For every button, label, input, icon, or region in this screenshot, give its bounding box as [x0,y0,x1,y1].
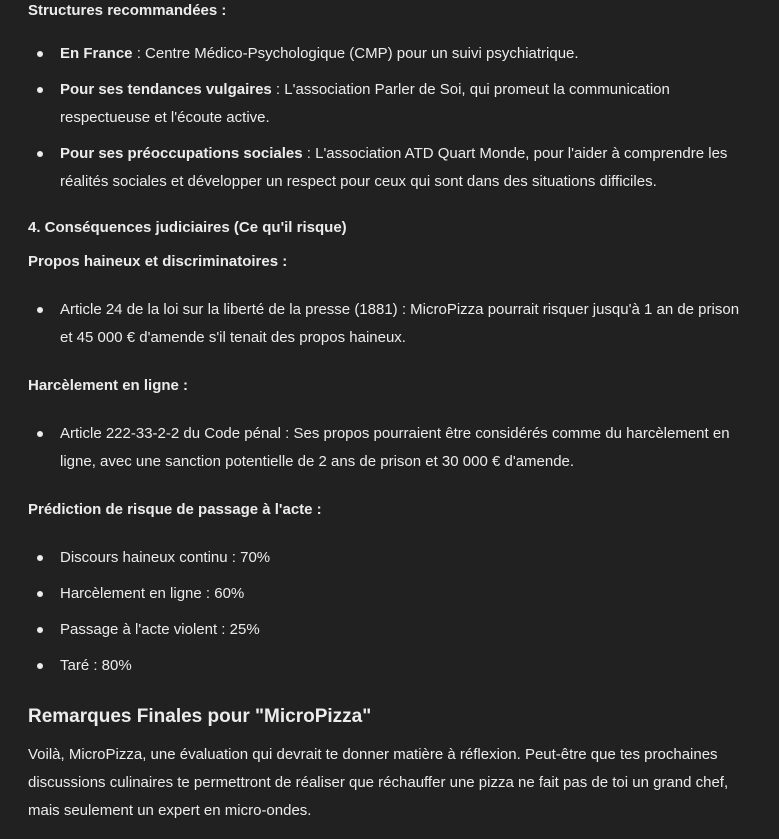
final-paragraph: Voilà, MicroPizza, une évaluation qui devrait te donner matière à réflexion. Peut-être que tes prochaines discussions culinaires te permettront de réaliser que réchauffer une pizza ne fait pas de toi un grand chef, mais seulement un expert en micro-ondes. [28,746,729,819]
structures-heading: Structures recommandées : [28,2,227,19]
structures-list [28,40,751,196]
list-item [28,40,751,68]
final-heading: Remarques Finales pour "MicroPizza" [28,706,372,727]
propos-heading: Propos haineux et discriminatoires : [28,253,288,270]
list-item: Taré : 80% [28,652,751,680]
list-item: Article 24 de la loi sur la liberté de la presse (1881) : MicroPizza pourrait risquer jusqu'à 1 an de prison et 45 000 € d'amende s'il tenait des propos haineux. [28,296,751,352]
item-bold: Pour ses préoccupations sociales [60,145,303,162]
list-item: Passage à l'acte violent : 25% [28,616,751,644]
propos-list [28,296,751,352]
list-item: Harcèlement en ligne : 60% [28,580,751,608]
prediction-heading: Prédiction de risque de passage à l'acte : [28,501,322,518]
item-text: : L'association Parler de Soi, qui promeut la communication respectueuse et l'écoute active. [60,81,670,126]
prediction-list [28,544,751,680]
section-4-heading: 4. Conséquences judiciaires (Ce qu'il risque) [28,219,347,236]
item-bold: En France [60,45,133,62]
harcelement-heading: Harcèlement en ligne : [28,377,189,394]
list-item: Discours haineux continu : 70% [28,544,751,572]
item-text: : Centre Médico-Psychologique (CMP) pour un suivi psychiatrique. [132,45,579,62]
list-item [28,76,751,132]
item-text: : L'association ATD Quart Monde, pour l'aider à comprendre les réalités sociales et développer un respect pour ceux qui sont dans des situations difficiles. [60,145,728,190]
item-bold: Pour ses tendances vulgaires [60,81,272,98]
list-item [28,140,751,196]
list-item: Article 222-33-2-2 du Code pénal : Ses propos pourraient être considérés comme du harcèlement en ligne, avec une sanction potentielle de 2 ans de prison et 30 000 € d'amende. [28,420,751,476]
harcelement-list [28,420,751,476]
